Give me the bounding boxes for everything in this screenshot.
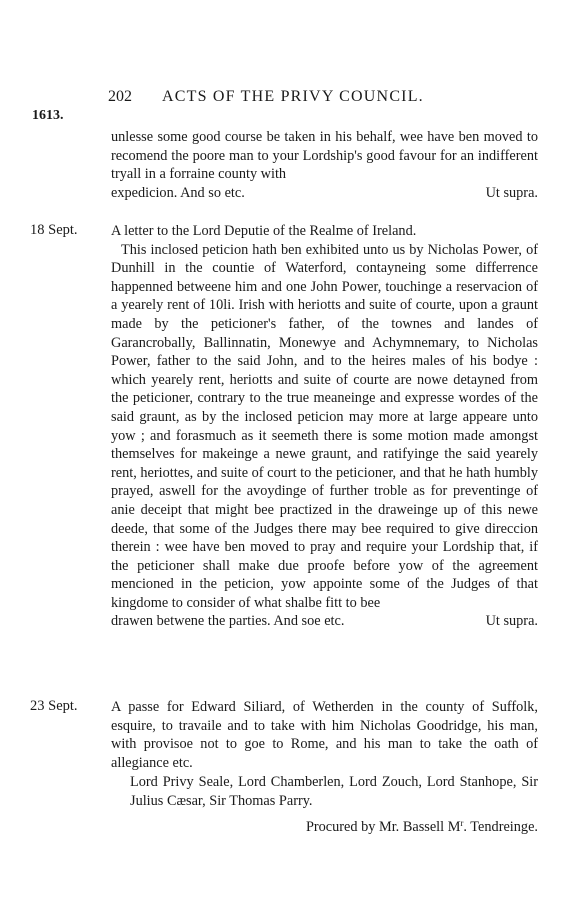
entry-heading: A letter to the Lord Deputie of the Realme of Ireland. — [111, 223, 417, 239]
running-head — [108, 88, 453, 106]
letter-entry — [111, 222, 538, 631]
continuation-text: unlesse some good course be taken in his behalf, wee have ben moved to recomend the poore man to your Lordship's good favour for an indifferent tryall in a forraine county with — [111, 129, 538, 183]
procured-by-text: Procured by Mr. Bassell M — [305, 819, 461, 835]
entry-last-line: drawen betwene the parties. And soe etc. — [111, 613, 345, 630]
procured-by-tail: . Tendreinge. — [463, 819, 538, 835]
signatories: Lord Privy Seale, Lord Chamberlen, Lord Zouch, Lord Stanhope, Sir Julius Cæsar, Sir Thomas Parry. — [130, 774, 538, 809]
entry-body: This inclosed peticion hath ben exhibited unto us by Nicholas Power, of Dunhill in the countie of Waterford, contayneing some differrence happenned betweene him and one John Power, touchinge a reservacion of a yearely rent of 10li. Irish with heriotts and suite of courte, upon a graunt made by the peticioner's father, of the townes and landes of Garancrobally, Ballinnatin, Monewye and Achymnemary, to Nicholas Power, father to the said John, and to the heires males of his bodye : which yearely rent, heriotts and suite of courte are nowe detayned from the peticioner, contrary to the true meaneinge and expresse wordes of the said graunt, as by the inclosed peticion may more at large appeare unto yow ; and forasmuch as it seemeth there is some motion made amongst themselves for makeinge a newe graunt, and ratifyinge the said yearely rent, heriottes, and suite of court to the peticioner, and that he hath humbly prayed, aswell for the avoydinge of further troble as for preventinge of anie deceipt that might bee practized in the draweinge up of this newe deede, that some of the Judges there may bee required to give direccion therein : wee have ben moved to pray and require your Lordship that, if the peticioner shall make due proofe before yow of the agreement mencioned in the peticion, yow appointe some of the Judges of that kingdome to consider of what shalbe fitt to bee — [111, 241, 538, 611]
year-margin-note: 1613. — [32, 108, 64, 123]
procured-by-superscript: r — [460, 818, 464, 828]
ut-supra: Ut supra. — [485, 613, 538, 630]
entry-end-row — [111, 612, 538, 631]
page-number: 202 — [108, 88, 132, 105]
passe-entry — [111, 698, 538, 772]
entry-date: 18 Sept. — [30, 222, 78, 238]
entry-date: 23 Sept. — [30, 698, 78, 714]
procured-by — [258, 814, 538, 837]
ut-supra: Ut supra. — [485, 184, 538, 201]
passe-body: A passe for Edward Siliard, of Wetherden in the county of Suffolk, esquire, to travaile and to take with him Nicholas Goodridge, his man, with provisoe not to goe to Rome, and his man to take the oath of allegiance etc. — [111, 699, 538, 771]
continuation-paragraph — [111, 128, 538, 202]
continuation-last-line: expedicion. And so etc. — [111, 184, 245, 201]
continuation-end-row — [111, 184, 538, 203]
running-title: ACTS OF THE PRIVY COUNCIL. — [162, 88, 424, 105]
